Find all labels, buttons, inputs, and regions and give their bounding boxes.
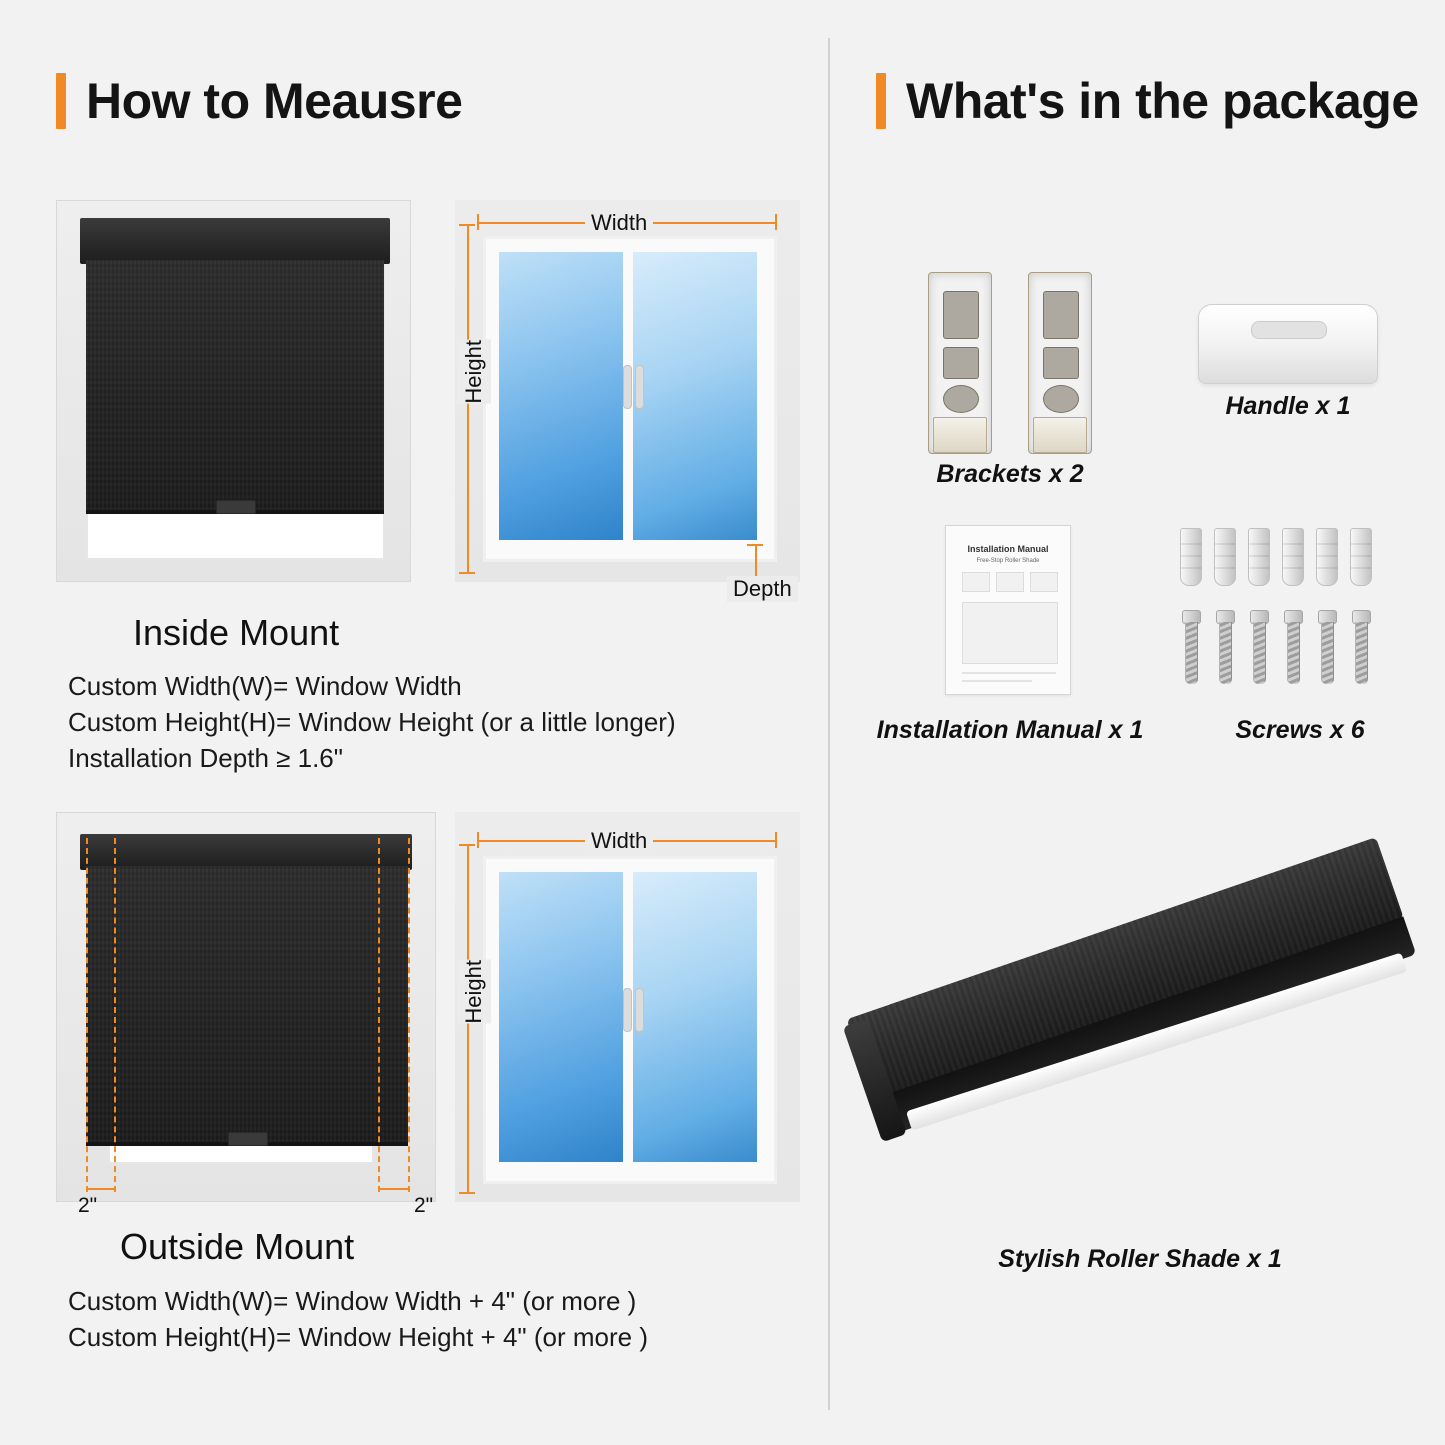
outside-spec-2: Custom Height(H)= Window Height + 4" (or more ) [68, 1322, 648, 1352]
right-margin-dash-inner [378, 838, 380, 1192]
window-glass-left [499, 252, 623, 540]
screw-2 [1216, 610, 1233, 684]
height-cap-bottom [459, 1192, 475, 1194]
roller-shade-part [846, 837, 1445, 1303]
outside-mount-shade-illustration [56, 812, 436, 1217]
wall-anchor-5 [1316, 528, 1338, 586]
window-glass-right [633, 872, 757, 1162]
right-heading-text: What's in the package [906, 73, 1419, 129]
manual-figure-main [962, 602, 1058, 664]
window-glass-right [633, 252, 757, 540]
left-heading-text: How to Meausre [86, 73, 463, 129]
screws-caption: Screws x 6 [1235, 716, 1365, 744]
bracket-base [933, 417, 987, 453]
bracket-base [1033, 417, 1087, 453]
screw-3 [1250, 610, 1267, 684]
screw-5 [1318, 610, 1335, 684]
inside-spec-1: Custom Width(W)= Window Width [68, 671, 462, 701]
handle-grip-cutout [1251, 321, 1327, 339]
window-handle-right [635, 988, 644, 1032]
window-handle-left [623, 365, 632, 409]
brackets-caption: Brackets x 2 [936, 460, 1084, 488]
left-margin-dash-inner [114, 838, 116, 1192]
depth-cap-top [747, 544, 763, 546]
manual-figure-1 [962, 572, 990, 592]
window-handle-right [635, 365, 644, 409]
shade-hem-handle [228, 1132, 268, 1146]
right-margin-line [378, 1188, 410, 1190]
manual-rule-1 [962, 672, 1056, 674]
screw-1 [1182, 610, 1199, 684]
left-panel-heading [56, 72, 462, 130]
shade-valance [80, 218, 390, 264]
bracket-slot-mid [1043, 347, 1079, 379]
left-margin-dash-outer [86, 838, 88, 1192]
manual-title: Installation Manual [967, 544, 1049, 554]
depth-label: Depth [727, 576, 798, 602]
roller-shade-illustration [890, 880, 1430, 1210]
wall-anchor-2 [1214, 528, 1236, 586]
inside-spec-3: Installation Depth ≥ 1.6" [68, 743, 343, 773]
width-cap-right [775, 832, 777, 848]
inside-mount-title: Inside Mount [133, 612, 340, 653]
inside-spec-2: Custom Height(H)= Window Height (or a little longer) [68, 707, 676, 737]
width-cap-left [477, 832, 479, 848]
bracket-hole [943, 385, 979, 413]
package-contents-panel [830, 0, 1445, 1445]
outside-spec-1: Custom Width(W)= Window Width + 4" (or more ) [68, 1286, 637, 1316]
bracket-hole [1043, 385, 1079, 413]
inside-mount-measure-illustration [455, 200, 800, 601]
bracket-part-2 [1028, 272, 1092, 454]
roller-shade-caption: Stylish Roller Shade x 1 [998, 1245, 1282, 1273]
window-handle-left [623, 988, 632, 1032]
screw-4 [1284, 610, 1301, 684]
right-margin-dash-outer [408, 838, 410, 1192]
height-cap-top [459, 224, 475, 226]
wall-anchor-1 [1180, 528, 1202, 586]
handle-part [1198, 304, 1378, 384]
width-label: Width [585, 828, 653, 854]
shade-fabric [86, 260, 384, 514]
shade-hem-handle [216, 500, 256, 514]
bracket-slot-top [1043, 291, 1079, 339]
height-cap-top [459, 844, 475, 846]
wall-anchor-3 [1248, 528, 1270, 586]
manual-caption: Installation Manual x 1 [876, 716, 1144, 744]
shade-fabric [86, 866, 408, 1146]
screw-6 [1352, 610, 1369, 684]
wall-anchor-4 [1282, 528, 1304, 586]
outside-mount-measure-illustration [455, 812, 800, 1202]
wall-anchor-6 [1350, 528, 1372, 586]
handle-caption: Handle x 1 [1225, 392, 1351, 420]
left-margin-line [86, 1188, 116, 1190]
width-label: Width [585, 210, 653, 236]
bracket-slot-top [943, 291, 979, 339]
accent-bar [876, 73, 886, 129]
accent-bar [56, 73, 66, 129]
left-margin-label: 2" [78, 1194, 98, 1217]
height-cap-bottom [459, 572, 475, 574]
manual-subtitle: Free-Stop Roller Shade [976, 558, 1040, 564]
height-label: Height [457, 960, 491, 1024]
right-panel-heading [876, 72, 1419, 130]
width-cap-right [775, 214, 777, 230]
bracket-part-1 [928, 272, 992, 454]
bracket-slot-mid [943, 347, 979, 379]
window-sill [90, 510, 378, 556]
window-glass-left [499, 872, 623, 1162]
right-margin-label: 2" [414, 1194, 434, 1217]
installation-manual-part [945, 525, 1071, 695]
shade-valance [80, 834, 412, 870]
manual-figure-3 [1030, 572, 1058, 592]
inside-mount-shade-illustration [56, 200, 411, 582]
width-cap-left [477, 214, 479, 230]
height-label: Height [457, 340, 491, 404]
manual-figure-2 [996, 572, 1024, 592]
manual-rule-2 [962, 680, 1032, 682]
outside-mount-title: Outside Mount [120, 1226, 355, 1267]
